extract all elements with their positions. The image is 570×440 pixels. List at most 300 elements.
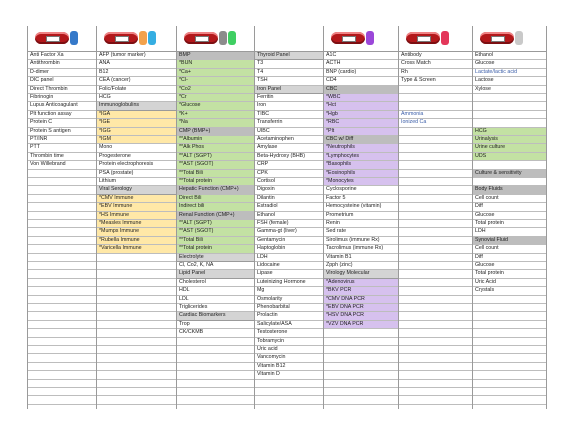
test-name: AFP (tumor marker) bbox=[97, 52, 176, 60]
empty-cell bbox=[399, 270, 472, 278]
empty-cell bbox=[28, 321, 96, 329]
test-name: Luteinizing Hormone bbox=[255, 279, 323, 287]
empty-cell bbox=[324, 388, 398, 396]
test-name: Lithium bbox=[97, 178, 176, 186]
test-name: Osmolarity bbox=[255, 296, 323, 304]
empty-cell bbox=[97, 321, 176, 329]
test-name: Progesterone bbox=[97, 153, 176, 161]
test-name: Mg bbox=[255, 287, 323, 295]
empty-cell bbox=[255, 388, 323, 396]
test-name: *Measles Immune bbox=[97, 220, 176, 228]
test-name: Triglicerides bbox=[177, 304, 254, 312]
test-name: *Cl- bbox=[177, 77, 254, 85]
test-name bbox=[399, 86, 472, 94]
test-name: LDH bbox=[473, 228, 546, 236]
empty-cell bbox=[399, 321, 472, 329]
test-name: Lipase bbox=[255, 270, 323, 278]
column-header bbox=[473, 26, 546, 52]
test-name: **ALT (SGPT) bbox=[177, 220, 254, 228]
test-name: **Total Bili bbox=[177, 170, 254, 178]
test-name: Urine culture bbox=[473, 144, 546, 152]
test-name: Plt function assay bbox=[28, 111, 96, 119]
test-name: *BKV PCR bbox=[324, 287, 398, 295]
test-name: Diff bbox=[473, 203, 546, 211]
section-header: Hepatic Function (CMP+) bbox=[177, 186, 254, 194]
lab-tube-chart bbox=[27, 26, 547, 409]
empty-cell bbox=[399, 186, 472, 194]
empty-cell bbox=[28, 270, 96, 278]
test-name: LDH bbox=[255, 254, 323, 262]
test-name: Direct Bili bbox=[177, 195, 254, 203]
test-name: Glucose bbox=[473, 60, 546, 68]
empty-cell bbox=[28, 354, 96, 362]
test-name: Ferritin bbox=[255, 94, 323, 102]
test-name: Beta-Hydroxy (BHB) bbox=[255, 153, 323, 161]
test-name: Haptoglobin bbox=[255, 245, 323, 253]
empty-cell bbox=[399, 237, 472, 245]
empty-cell bbox=[28, 170, 96, 178]
empty-cell bbox=[399, 279, 472, 287]
test-name: **AST (SGOT) bbox=[177, 161, 254, 169]
test-name bbox=[473, 161, 546, 169]
test-name: DIC panel bbox=[28, 77, 96, 85]
test-name: LDL bbox=[177, 296, 254, 304]
empty-cell bbox=[473, 321, 546, 329]
test-name: Vitamin B1 bbox=[324, 254, 398, 262]
test-name: **AST (SGOT) bbox=[177, 228, 254, 236]
test-name: HDL bbox=[177, 287, 254, 295]
empty-cell bbox=[399, 329, 472, 337]
empty-cell bbox=[97, 329, 176, 337]
empty-cell bbox=[28, 363, 96, 371]
empty-cell bbox=[97, 380, 176, 388]
empty-cell bbox=[28, 195, 96, 203]
empty-cell bbox=[97, 346, 176, 354]
empty-cell bbox=[28, 279, 96, 287]
test-name: *Neutrophils bbox=[324, 144, 398, 152]
test-name: CRP bbox=[255, 161, 323, 169]
empty-cell bbox=[399, 380, 472, 388]
test-name: Fibrinogin bbox=[28, 94, 96, 102]
empty-cell bbox=[28, 304, 96, 312]
empty-cell bbox=[399, 203, 472, 211]
empty-cell bbox=[28, 312, 96, 320]
empty-cell bbox=[177, 380, 254, 388]
tube-cap-icon bbox=[219, 31, 227, 45]
test-name: *IGA bbox=[97, 111, 176, 119]
empty-cell bbox=[324, 396, 398, 404]
test-name: ANA bbox=[97, 60, 176, 68]
section-header: CMP (BMP+) bbox=[177, 128, 254, 136]
test-name: Folic/Folate bbox=[97, 86, 176, 94]
test-name: *Varicella Immune bbox=[97, 245, 176, 253]
empty-cell bbox=[97, 270, 176, 278]
empty-cell bbox=[97, 388, 176, 396]
test-name: Amylase bbox=[255, 144, 323, 152]
empty-cell bbox=[97, 338, 176, 346]
empty-cell bbox=[28, 220, 96, 228]
section-header: Renal Function (CMP+) bbox=[177, 212, 254, 220]
test-name: *Eosinophils bbox=[324, 170, 398, 178]
test-name: T4 bbox=[255, 69, 323, 77]
test-name: *K+ bbox=[177, 111, 254, 119]
test-name: Renin bbox=[324, 220, 398, 228]
empty-cell bbox=[399, 195, 472, 203]
section-header: Body Fluids bbox=[473, 186, 546, 194]
empty-cell bbox=[97, 254, 176, 262]
tube-cap-icon bbox=[139, 31, 147, 45]
empty-cell bbox=[97, 287, 176, 295]
test-name: PT/INR bbox=[28, 136, 96, 144]
tube-column bbox=[323, 26, 398, 409]
test-name: Ethanol bbox=[255, 212, 323, 220]
empty-cell bbox=[324, 371, 398, 379]
test-name: Cortisol bbox=[255, 178, 323, 186]
tube-column bbox=[96, 26, 176, 409]
empty-cell bbox=[28, 371, 96, 379]
test-name: *Rubella Immune bbox=[97, 237, 176, 245]
test-name bbox=[473, 111, 546, 119]
test-name: *Glucose bbox=[177, 102, 254, 110]
test-name: Vancomycin bbox=[255, 354, 323, 362]
test-name: *EBV DNA PCR bbox=[324, 304, 398, 312]
column-header bbox=[255, 26, 323, 52]
test-name: **Total Bili bbox=[177, 237, 254, 245]
empty-cell bbox=[324, 363, 398, 371]
test-name: Glucose bbox=[473, 262, 546, 270]
test-name: *Co2 bbox=[177, 86, 254, 94]
test-name: Phenobarbital bbox=[255, 304, 323, 312]
empty-cell bbox=[473, 312, 546, 320]
test-name: Urinalysis bbox=[473, 136, 546, 144]
empty-cell bbox=[28, 228, 96, 236]
test-name: Lactate/lactic acid bbox=[473, 69, 546, 77]
empty-cell bbox=[473, 380, 546, 388]
test-name: *HS Immune bbox=[97, 212, 176, 220]
empty-cell bbox=[28, 186, 96, 194]
test-name: Direct Thrombin bbox=[28, 86, 96, 94]
test-name: Protein C bbox=[28, 119, 96, 127]
empty-cell bbox=[473, 338, 546, 346]
test-name: Uric acid bbox=[255, 346, 323, 354]
test-name: CD4 bbox=[324, 77, 398, 85]
empty-cell bbox=[399, 312, 472, 320]
empty-cell bbox=[97, 396, 176, 404]
test-name: A1C bbox=[324, 52, 398, 60]
test-name: *Cr bbox=[177, 94, 254, 102]
test-name: Ethanol bbox=[473, 52, 546, 60]
tube-cap-icon bbox=[441, 31, 449, 45]
test-name: FSH (female) bbox=[255, 220, 323, 228]
section-header: Viral Serology bbox=[97, 186, 176, 194]
test-name: Total protein bbox=[473, 270, 546, 278]
empty-cell bbox=[399, 161, 472, 169]
empty-cell bbox=[324, 338, 398, 346]
empty-cell bbox=[399, 128, 472, 136]
empty-cell bbox=[28, 346, 96, 354]
empty-cell bbox=[28, 254, 96, 262]
empty-cell bbox=[399, 254, 472, 262]
empty-cell bbox=[473, 396, 546, 404]
test-name: *RBC bbox=[324, 119, 398, 127]
empty-cell bbox=[177, 363, 254, 371]
test-name: UIBC bbox=[255, 128, 323, 136]
empty-cell bbox=[177, 396, 254, 404]
section-header: Iron Panel bbox=[255, 86, 323, 94]
test-name: Indirect bili bbox=[177, 203, 254, 211]
test-name: Lactose bbox=[473, 77, 546, 85]
tube-cap-icon bbox=[366, 31, 374, 45]
empty-cell bbox=[28, 212, 96, 220]
test-name: Prolactin bbox=[255, 312, 323, 320]
empty-cell bbox=[399, 153, 472, 161]
empty-cell bbox=[473, 354, 546, 362]
empty-cell bbox=[399, 296, 472, 304]
empty-cell bbox=[97, 279, 176, 287]
test-name: *WBC bbox=[324, 94, 398, 102]
test-name: Testosterone bbox=[255, 329, 323, 337]
blood-tube-icon bbox=[406, 32, 440, 44]
test-name: Cell count bbox=[473, 195, 546, 203]
empty-cell bbox=[473, 346, 546, 354]
empty-cell bbox=[399, 170, 472, 178]
empty-cell bbox=[97, 354, 176, 362]
test-name: T3 bbox=[255, 60, 323, 68]
section-header: CBC bbox=[324, 86, 398, 94]
empty-cell bbox=[399, 338, 472, 346]
empty-cell bbox=[399, 287, 472, 295]
empty-cell bbox=[324, 346, 398, 354]
empty-cell bbox=[177, 346, 254, 354]
test-name: Vitamin B12 bbox=[255, 363, 323, 371]
test-name: Tobramycin bbox=[255, 338, 323, 346]
empty-cell bbox=[473, 371, 546, 379]
test-name: CEA (cancer) bbox=[97, 77, 176, 85]
test-name: **Alk Phos bbox=[177, 144, 254, 152]
test-name: Trop bbox=[177, 321, 254, 329]
blood-tube-icon bbox=[184, 32, 218, 44]
test-name: Antibody bbox=[399, 52, 472, 60]
test-name: Estradiol bbox=[255, 203, 323, 211]
test-name: Cell count bbox=[473, 245, 546, 253]
empty-cell bbox=[97, 262, 176, 270]
test-name: *Ca+ bbox=[177, 69, 254, 77]
empty-cell bbox=[28, 203, 96, 211]
empty-cell bbox=[473, 329, 546, 337]
blood-tube-icon bbox=[35, 32, 69, 44]
test-name: *Monocytes bbox=[324, 178, 398, 186]
test-name: Cross Match bbox=[399, 60, 472, 68]
test-name: Ionized Ca bbox=[399, 119, 472, 127]
test-name bbox=[473, 178, 546, 186]
test-name: *IGM bbox=[97, 136, 176, 144]
test-name: Prometrium bbox=[324, 212, 398, 220]
empty-cell bbox=[255, 380, 323, 388]
test-name: CPK bbox=[255, 170, 323, 178]
test-name: Protein S antigen bbox=[28, 128, 96, 136]
empty-cell bbox=[399, 346, 472, 354]
section-header: Thyroid Panel bbox=[255, 52, 323, 60]
test-name: *Hct bbox=[324, 102, 398, 110]
empty-cell bbox=[324, 354, 398, 362]
test-name: Zpph (zinc) bbox=[324, 262, 398, 270]
test-name: Thrombin time bbox=[28, 153, 96, 161]
empty-cell bbox=[399, 371, 472, 379]
empty-cell bbox=[28, 245, 96, 253]
test-name: *Na bbox=[177, 119, 254, 127]
test-name: UDS bbox=[473, 153, 546, 161]
section-header: Immunoglobulins bbox=[97, 102, 176, 110]
test-name: Rh bbox=[399, 69, 472, 77]
test-name: Mono bbox=[97, 144, 176, 152]
test-name: **Total protein bbox=[177, 245, 254, 253]
tube-column bbox=[398, 26, 472, 409]
tube-cap-icon bbox=[228, 31, 236, 45]
test-name: **Albumin bbox=[177, 136, 254, 144]
empty-cell bbox=[28, 388, 96, 396]
test-name: *Plt bbox=[324, 128, 398, 136]
tube-cap-icon bbox=[148, 31, 156, 45]
test-name: Sed rate bbox=[324, 228, 398, 236]
blood-tube-icon bbox=[331, 32, 365, 44]
test-name: B12 bbox=[97, 69, 176, 77]
empty-cell bbox=[28, 380, 96, 388]
test-name bbox=[399, 102, 472, 110]
test-name: Type & Screen bbox=[399, 77, 472, 85]
test-name: **Total protein bbox=[177, 178, 254, 186]
empty-cell bbox=[97, 304, 176, 312]
empty-cell bbox=[97, 312, 176, 320]
test-name: Cl, Co2, K, NA bbox=[177, 262, 254, 270]
empty-cell bbox=[324, 329, 398, 337]
section-header: CBC w/ Diff bbox=[324, 136, 398, 144]
blood-tube-icon bbox=[104, 32, 138, 44]
test-name: Xylose bbox=[473, 86, 546, 94]
section-header: BMP bbox=[177, 52, 254, 60]
empty-cell bbox=[177, 388, 254, 396]
test-name: *IGE bbox=[97, 119, 176, 127]
test-name: Digoxin bbox=[255, 186, 323, 194]
column-header bbox=[399, 26, 472, 52]
test-name: *IGG bbox=[97, 128, 176, 136]
empty-cell bbox=[473, 363, 546, 371]
column-header bbox=[28, 26, 96, 52]
test-name: *CMV Immune bbox=[97, 195, 176, 203]
empty-cell bbox=[473, 388, 546, 396]
test-name: TSH bbox=[255, 77, 323, 85]
test-name: TIBC bbox=[255, 111, 323, 119]
test-name: *HSV DNA PCR bbox=[324, 312, 398, 320]
section-header: Culture & sensitivity bbox=[473, 170, 546, 178]
test-name: Lidocaine bbox=[255, 262, 323, 270]
empty-cell bbox=[28, 329, 96, 337]
section-header: Electrolyte bbox=[177, 254, 254, 262]
empty-cell bbox=[399, 304, 472, 312]
empty-cell bbox=[399, 354, 472, 362]
empty-cell bbox=[28, 287, 96, 295]
test-name: HCG bbox=[97, 94, 176, 102]
test-name: PTT bbox=[28, 144, 96, 152]
test-name: *Lymphocytes bbox=[324, 153, 398, 161]
column-header bbox=[177, 26, 254, 52]
test-name: Sirolimus (immune Rx) bbox=[324, 237, 398, 245]
test-name: *VZV DNA PCR bbox=[324, 321, 398, 329]
test-name: Vitamin D bbox=[255, 371, 323, 379]
test-name: Lupus Anticoagulant bbox=[28, 102, 96, 110]
tube-column bbox=[27, 26, 96, 409]
column-header bbox=[97, 26, 176, 52]
test-name bbox=[399, 94, 472, 102]
test-name: Gamma-gt (liver) bbox=[255, 228, 323, 236]
test-name: *Basophils bbox=[324, 161, 398, 169]
tube-column bbox=[176, 26, 254, 409]
test-name: Ammonia bbox=[399, 111, 472, 119]
empty-cell bbox=[399, 144, 472, 152]
test-name: Cholesterol bbox=[177, 279, 254, 287]
test-name bbox=[473, 94, 546, 102]
test-name: Crystals bbox=[473, 287, 546, 295]
section-header: Synovial Fluid bbox=[473, 237, 546, 245]
empty-cell bbox=[399, 136, 472, 144]
empty-cell bbox=[473, 296, 546, 304]
test-name: *Mumps Immune bbox=[97, 228, 176, 236]
empty-cell bbox=[28, 396, 96, 404]
empty-cell bbox=[177, 338, 254, 346]
test-name: *EBV Immune bbox=[97, 203, 176, 211]
empty-cell bbox=[324, 380, 398, 388]
test-name: BNP (cardio) bbox=[324, 69, 398, 77]
column-header bbox=[324, 26, 398, 52]
test-name: Factor 5 bbox=[324, 195, 398, 203]
empty-cell bbox=[97, 371, 176, 379]
test-name: Cyclosporine bbox=[324, 186, 398, 194]
test-name: Protein electrophoresis bbox=[97, 161, 176, 169]
test-name: Anti Factor Xa bbox=[28, 52, 96, 60]
test-name: Antithrombin bbox=[28, 60, 96, 68]
test-name: **ALT (SGPT) bbox=[177, 153, 254, 161]
empty-cell bbox=[399, 363, 472, 371]
test-name: Dilantin bbox=[255, 195, 323, 203]
tube-column bbox=[254, 26, 323, 409]
empty-cell bbox=[177, 354, 254, 362]
empty-cell bbox=[28, 262, 96, 270]
empty-cell bbox=[177, 371, 254, 379]
empty-cell bbox=[399, 220, 472, 228]
test-name: *Hgb bbox=[324, 111, 398, 119]
empty-cell bbox=[399, 178, 472, 186]
empty-cell bbox=[255, 396, 323, 404]
test-name: ACTH bbox=[324, 60, 398, 68]
empty-cell bbox=[28, 296, 96, 304]
test-name: Iron bbox=[255, 102, 323, 110]
blood-tube-icon bbox=[480, 32, 514, 44]
test-name: Hemocysteine (vitamin) bbox=[324, 203, 398, 211]
test-name: Von Willebrand bbox=[28, 161, 96, 169]
test-name: *BUN bbox=[177, 60, 254, 68]
empty-cell bbox=[399, 388, 472, 396]
empty-cell bbox=[97, 363, 176, 371]
test-name: CK/CKMB bbox=[177, 329, 254, 337]
test-name: Glucose bbox=[473, 212, 546, 220]
test-name: HCG bbox=[473, 128, 546, 136]
test-name: PSA (prostate) bbox=[97, 170, 176, 178]
empty-cell bbox=[399, 245, 472, 253]
tube-column bbox=[472, 26, 547, 409]
test-name bbox=[473, 119, 546, 127]
test-name bbox=[473, 102, 546, 110]
test-name: *CMV DNA PCR bbox=[324, 296, 398, 304]
empty-cell bbox=[28, 178, 96, 186]
